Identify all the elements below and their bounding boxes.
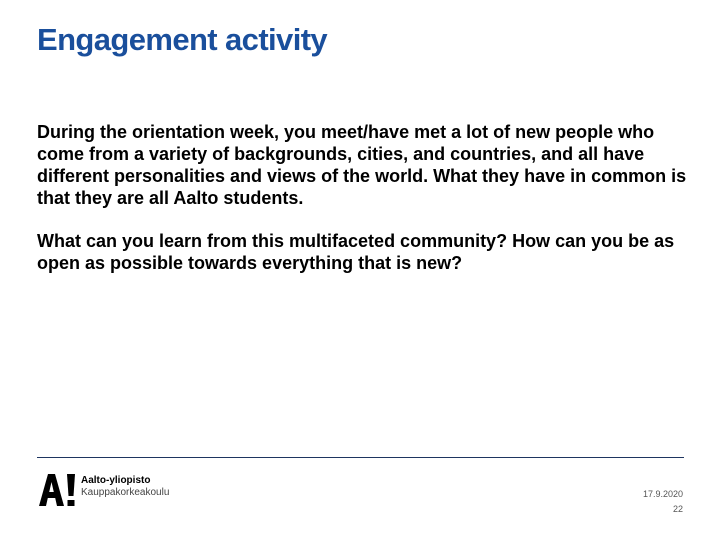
slide-title: Engagement activity — [37, 22, 328, 57]
footer-date: 17.9.2020 — [642, 489, 683, 499]
aalto-a-exclamation-logo-icon — [37, 472, 77, 508]
page-number: 22 — [672, 504, 683, 514]
body-paragraph-1: During the orientation week, you meet/have met a lot of new people who come from a variety of backgrounds, cities, and countries, and all have different personalities and views of the world. What they have in common is that they are all Aalto students. — [37, 122, 687, 208]
logo-text — [81, 475, 169, 499]
body-paragraph-2: What can you learn from this multifaceted community? How can you be as open as possible towards everything that is new? — [37, 231, 675, 273]
footer-divider — [37, 457, 684, 458]
logo-subtitle: Kauppakorkeakoulu — [81, 487, 170, 498]
logo-name: Aalto-yliopisto — [81, 475, 151, 486]
slide-body — [37, 121, 692, 274]
aalto-logo — [37, 472, 169, 508]
